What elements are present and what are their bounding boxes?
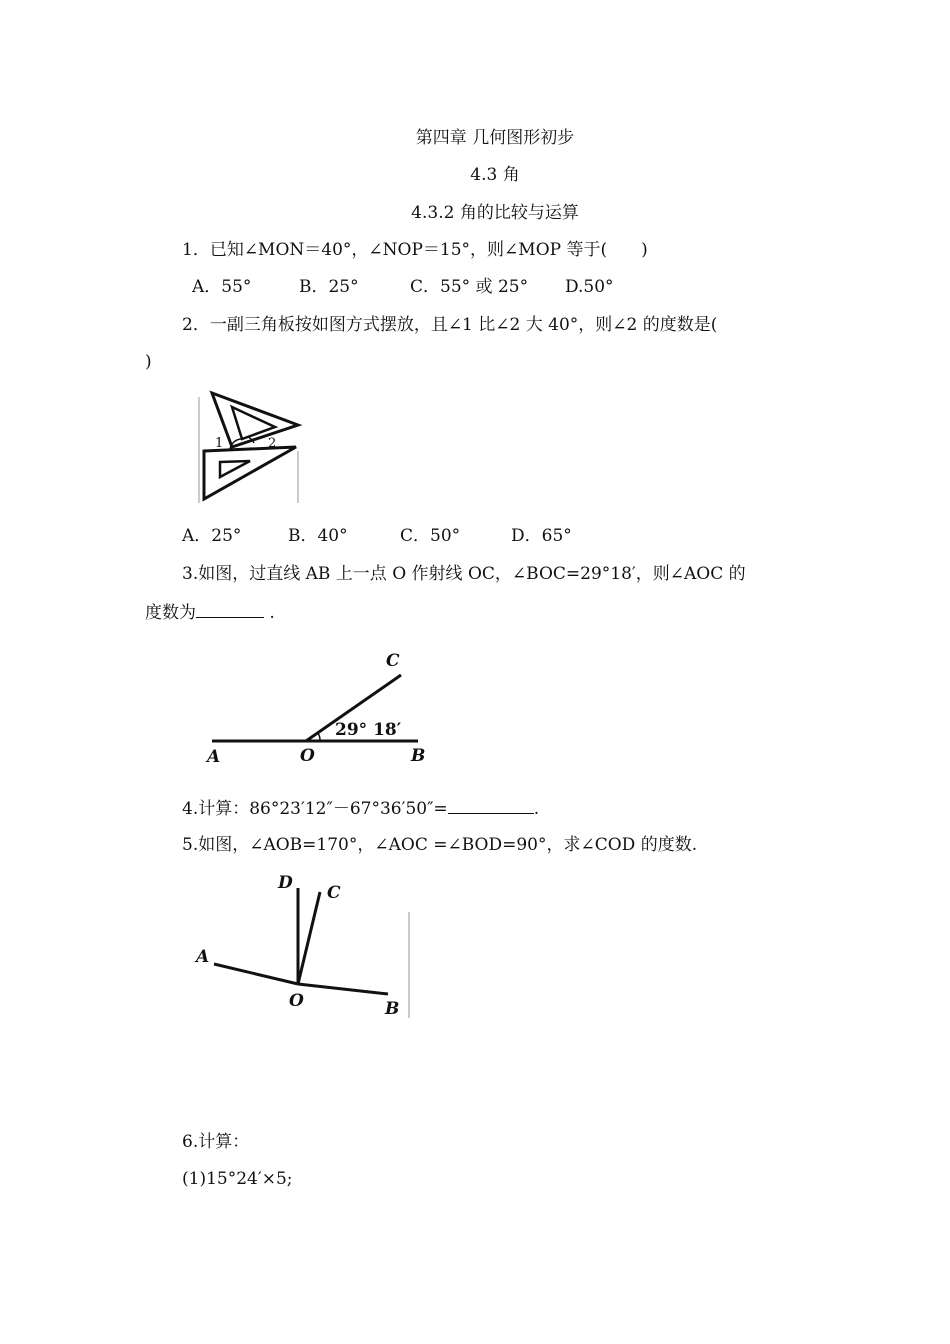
- angle-boc-label: 29° 18′: [335, 720, 402, 740]
- label-a: A: [207, 747, 221, 767]
- option-c: C．55° 或 25°: [410, 277, 529, 297]
- option-b: B．25°: [299, 277, 359, 297]
- question-2-cont: ): [145, 352, 152, 372]
- answer-blank[interactable]: [196, 601, 264, 618]
- question-6-part-1: (1)15°24′×5;: [182, 1169, 293, 1189]
- question-4: [182, 797, 539, 820]
- upper-set-square: [212, 393, 298, 447]
- set-square-figure: [190, 385, 305, 505]
- label-d: D: [278, 873, 293, 893]
- label-c: C: [386, 651, 400, 671]
- option-a: A．55°: [192, 277, 252, 297]
- question-1-options: [192, 276, 614, 298]
- option-d: D．65°: [511, 526, 572, 546]
- lower-set-square: [204, 447, 296, 499]
- question-2-options: [182, 525, 572, 547]
- question-5: 5.如图，∠AOB=170°，∠AOC =∠BOD=90°，求∠COD 的度数.: [182, 835, 698, 855]
- option-a: A．25°: [182, 526, 242, 546]
- question-4-end: .: [533, 799, 540, 819]
- label-o: O: [289, 991, 304, 1011]
- question-1: 1．已知∠MON＝40°，∠NOP＝15°，则∠MOP 等于( ): [182, 240, 648, 260]
- label-b: B: [385, 999, 400, 1019]
- label-a: A: [196, 947, 210, 967]
- question-2: 2．一副三角板按如图方式摆放，且∠1 比∠2 大 40°，则∠2 的度数是(: [182, 315, 718, 335]
- ray-oa: [214, 964, 298, 984]
- label-o: O: [300, 746, 315, 766]
- ray-ob: [298, 984, 388, 994]
- question-4-text: 4.计算：86°23′12″－67°36′50″=: [182, 799, 448, 819]
- question-3-cont: [145, 601, 275, 624]
- label-b: B: [411, 746, 426, 766]
- option-d: D.50°: [565, 277, 614, 297]
- angle-1-label: 1: [215, 436, 224, 451]
- option-c: C．50°: [400, 526, 461, 546]
- ray-oc: [298, 892, 320, 984]
- ray-oc-figure: [200, 640, 450, 775]
- chapter-title: 第四章 几何图形初步: [415, 128, 575, 148]
- option-b: B．40°: [288, 526, 348, 546]
- subsection-title: 4.3.2 角的比较与运算: [411, 203, 579, 223]
- question-3: 3.如图，过直线 AB 上一点 O 作射线 OC，∠BOC=29°18′，则∠AOC 的: [182, 564, 746, 584]
- angle-cod-figure: [192, 868, 417, 1023]
- question-6: 6.计算：: [182, 1132, 250, 1152]
- angle-2-label: 2: [268, 436, 277, 451]
- answer-blank[interactable]: [448, 797, 534, 814]
- question-3-cont-text: 度数为: [145, 603, 196, 623]
- label-c: C: [327, 883, 341, 903]
- question-3-end: .: [269, 603, 275, 623]
- section-title: 4.3 角: [470, 165, 520, 185]
